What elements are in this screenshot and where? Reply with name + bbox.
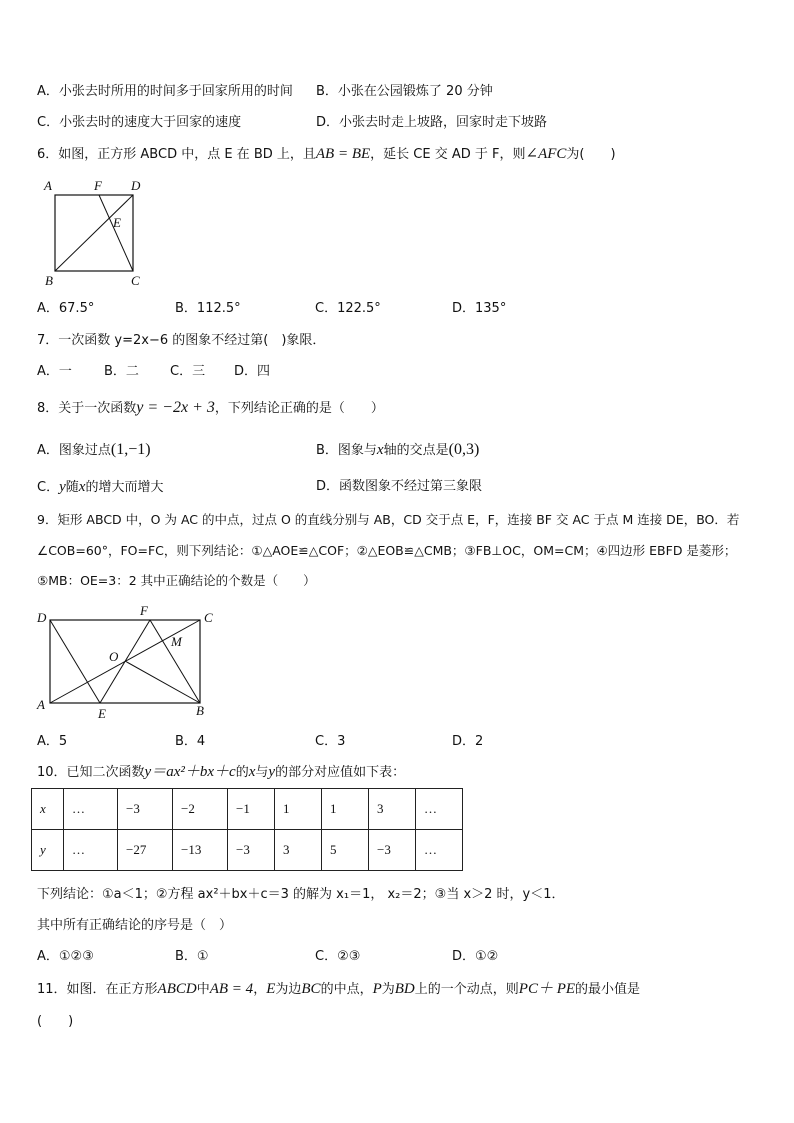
q8-option-b [316, 441, 479, 460]
q10-math-function: y＝ax²＋bx＋c [144, 764, 236, 780]
table-row-x [32, 789, 463, 830]
q10-option-a: A．①②③ [37, 949, 94, 964]
table-cell: 1 [275, 789, 322, 830]
table-row-y [32, 830, 463, 871]
q7-option-d: D．四 [234, 364, 271, 379]
q10-stem-text-3: 与 [255, 765, 269, 780]
q6-stem [37, 145, 616, 164]
q10-value-table [31, 788, 463, 871]
q6-option-c: C．122.5° [315, 301, 381, 316]
q5-option-b: B．小张在公园锻炼了 20 分钟 [316, 84, 493, 99]
q8-stem [37, 399, 384, 418]
q9-option-a: A．5 [37, 734, 68, 749]
q10-math-x: x [248, 764, 256, 780]
table-cell: … [64, 830, 118, 871]
q8-option-d: D．函数图象不经过第三象限 [316, 479, 483, 494]
q9-label-a: A [37, 697, 45, 712]
table-cell: 1 [322, 789, 369, 830]
table-cell: −3 [369, 830, 416, 871]
q9-stem-line-3: ⑤MB：OE=3：2 其中正确结论的个数是（ ） [37, 573, 316, 588]
q5-option-d: D．小张去时走上坡路，回家时走下坡路 [316, 115, 548, 130]
q9-option-c: C．3 [315, 734, 346, 749]
q11-math-bc: BC [301, 981, 321, 997]
q8-option-b-text-2: 轴的交点是 [383, 443, 449, 458]
q9-label-b: B [196, 703, 204, 718]
q7-option-b: B．二 [104, 364, 139, 379]
q6-stem-text-1: 6．如图，正方形 ABCD 中，点 E 在 BD 上，且 [37, 147, 316, 162]
q11-math-e: E [266, 981, 276, 997]
q9-stem-line-1: 9．矩形 ABCD 中，O 为 AC 的中点，过点 O 的直线分别与 AB，CD 交于点 E，F，连接 BF 交 AC 于点 M 连接 DE，BO．若 [37, 512, 740, 527]
q8-option-b-text-1: B．图象与 [316, 443, 377, 458]
q10-math-y: y [268, 764, 276, 780]
q10-stem-text-1: 10．已知二次函数 [37, 765, 145, 780]
q8-option-a-point: (1,−1) [110, 441, 151, 458]
q9-label-f: F [140, 603, 148, 618]
table-cell: 3 [369, 789, 416, 830]
q11-math-p: P [372, 981, 382, 997]
q6-label-c: C [131, 273, 140, 288]
table-cell: 3 [275, 830, 322, 871]
q11-stem-text-4: 为边 [275, 982, 302, 997]
q9-stem-line-2: ∠COB=60°，FO=FC，则下列结论：①△AOE≌△COF；②△EOB≌△CMB；③FB⊥OC，OM=CM；④四边形 EBFD 是菱形； [37, 543, 737, 558]
table-cell: −13 [173, 830, 228, 871]
q11-stem-text-6: 为 [381, 982, 395, 997]
table-cell: … [64, 789, 118, 830]
table-cell: … [416, 830, 463, 871]
q9-label-m: M [171, 634, 182, 649]
table-cell: −2 [173, 789, 228, 830]
q6-label-d: D [131, 178, 141, 193]
q11-stem-text-2: 中 [196, 982, 210, 997]
q6-math-1: AB = BE [315, 146, 371, 162]
q7-option-a: A．一 [37, 364, 72, 379]
q5-option-a: A．小张去时所用的时间多于回家所用的时间 [37, 84, 293, 99]
q8-option-b-x: x [376, 442, 384, 458]
q10-stem-text-4: 的部分对应值如下表： [275, 765, 406, 780]
q6-option-d: D．135° [452, 301, 507, 316]
q11-stem-text-1: 11．如图．在正方形 [37, 982, 158, 997]
q9-option-b: B．4 [175, 734, 206, 749]
q11-stem-text-7: 上的一个动点，则 [414, 982, 519, 997]
q11-stem [37, 980, 640, 999]
q11-math-side: AB = 4 [209, 981, 254, 997]
q8-option-b-point: (0,3) [448, 441, 480, 458]
q11-math-bd: BD [394, 981, 415, 997]
q11-answer-paren: ( ) [37, 1014, 74, 1029]
q11-stem-text-3: ， [253, 982, 267, 997]
table-cell: −27 [118, 830, 173, 871]
q11-stem-text-5: 的中点， [320, 982, 373, 997]
q11-math-sum: PC＋ PE [518, 981, 576, 997]
q7-option-c: C．三 [170, 364, 206, 379]
q8-option-c [37, 478, 163, 497]
q10-option-d: D．①② [452, 949, 499, 964]
q6-label-a: A [44, 178, 52, 193]
q10-question: 其中所有正确结论的序号是（ ） [37, 918, 233, 933]
table-cell: −3 [228, 830, 275, 871]
q8-stem-text-2: ，下列结论正确的是（ ） [214, 401, 384, 416]
q9-label-e: E [98, 706, 106, 721]
q5-option-c: C．小张去时的速度大于回家的速度 [37, 115, 242, 130]
q10-stem [37, 763, 405, 782]
q7-stem: 7．一次函数 y=2x−6 的图象不经过第( )象限． [37, 333, 326, 348]
q9-rectangle-figure [32, 603, 222, 723]
q9-label-c: C [204, 610, 213, 625]
q6-label-b: B [45, 273, 53, 288]
q6-stem-text-2: ，延长 CE 交 AD 于 F，则 [370, 147, 526, 162]
q6-option-a: A．67.5° [37, 301, 95, 316]
q8-stem-text-1: 8．关于一次函数 [37, 401, 137, 416]
q6-option-b: B．112.5° [175, 301, 241, 316]
table-cell: −1 [228, 789, 275, 830]
q6-math-2: ∠AFC [525, 146, 567, 162]
q9-label-o: O [109, 649, 119, 664]
table-cell: y [32, 830, 64, 871]
q11-stem-text-8: 的最小值是 [575, 982, 641, 997]
q8-option-c-text-1: C． [37, 480, 60, 495]
q11-math-square: ABCD [157, 981, 197, 997]
q9-option-d: D．2 [452, 734, 484, 749]
q8-option-c-y: y [59, 479, 66, 495]
table-cell: x [32, 789, 64, 830]
q6-stem-text-3: 为( ) [566, 147, 616, 162]
q10-conclusions: 下列结论：①a＜1；②方程 ax²＋bx＋c＝3 的解为 x₁＝1， x₂＝2；③当 x＞2 时，y＜1． [37, 887, 565, 902]
q8-option-c-text-3: 的增大而增大 [85, 480, 164, 495]
q10-stem-text-2: 的 [235, 765, 249, 780]
q8-option-c-x: x [78, 479, 86, 495]
q8-option-c-text-2: 随 [65, 480, 79, 495]
q8-option-a-text: A．图象过点 [37, 443, 111, 458]
q6-label-e: E [113, 215, 121, 230]
q6-square-figure [40, 175, 150, 290]
table-cell: … [416, 789, 463, 830]
table-cell: −3 [118, 789, 173, 830]
table-cell: 5 [322, 830, 369, 871]
q8-math-function: y = −2x + 3 [136, 399, 215, 416]
q10-option-c: C．②③ [315, 949, 361, 964]
q6-label-f: F [94, 178, 102, 193]
q9-label-d: D [37, 610, 47, 625]
q8-option-a [37, 441, 151, 460]
q10-option-b: B．① [175, 949, 209, 964]
